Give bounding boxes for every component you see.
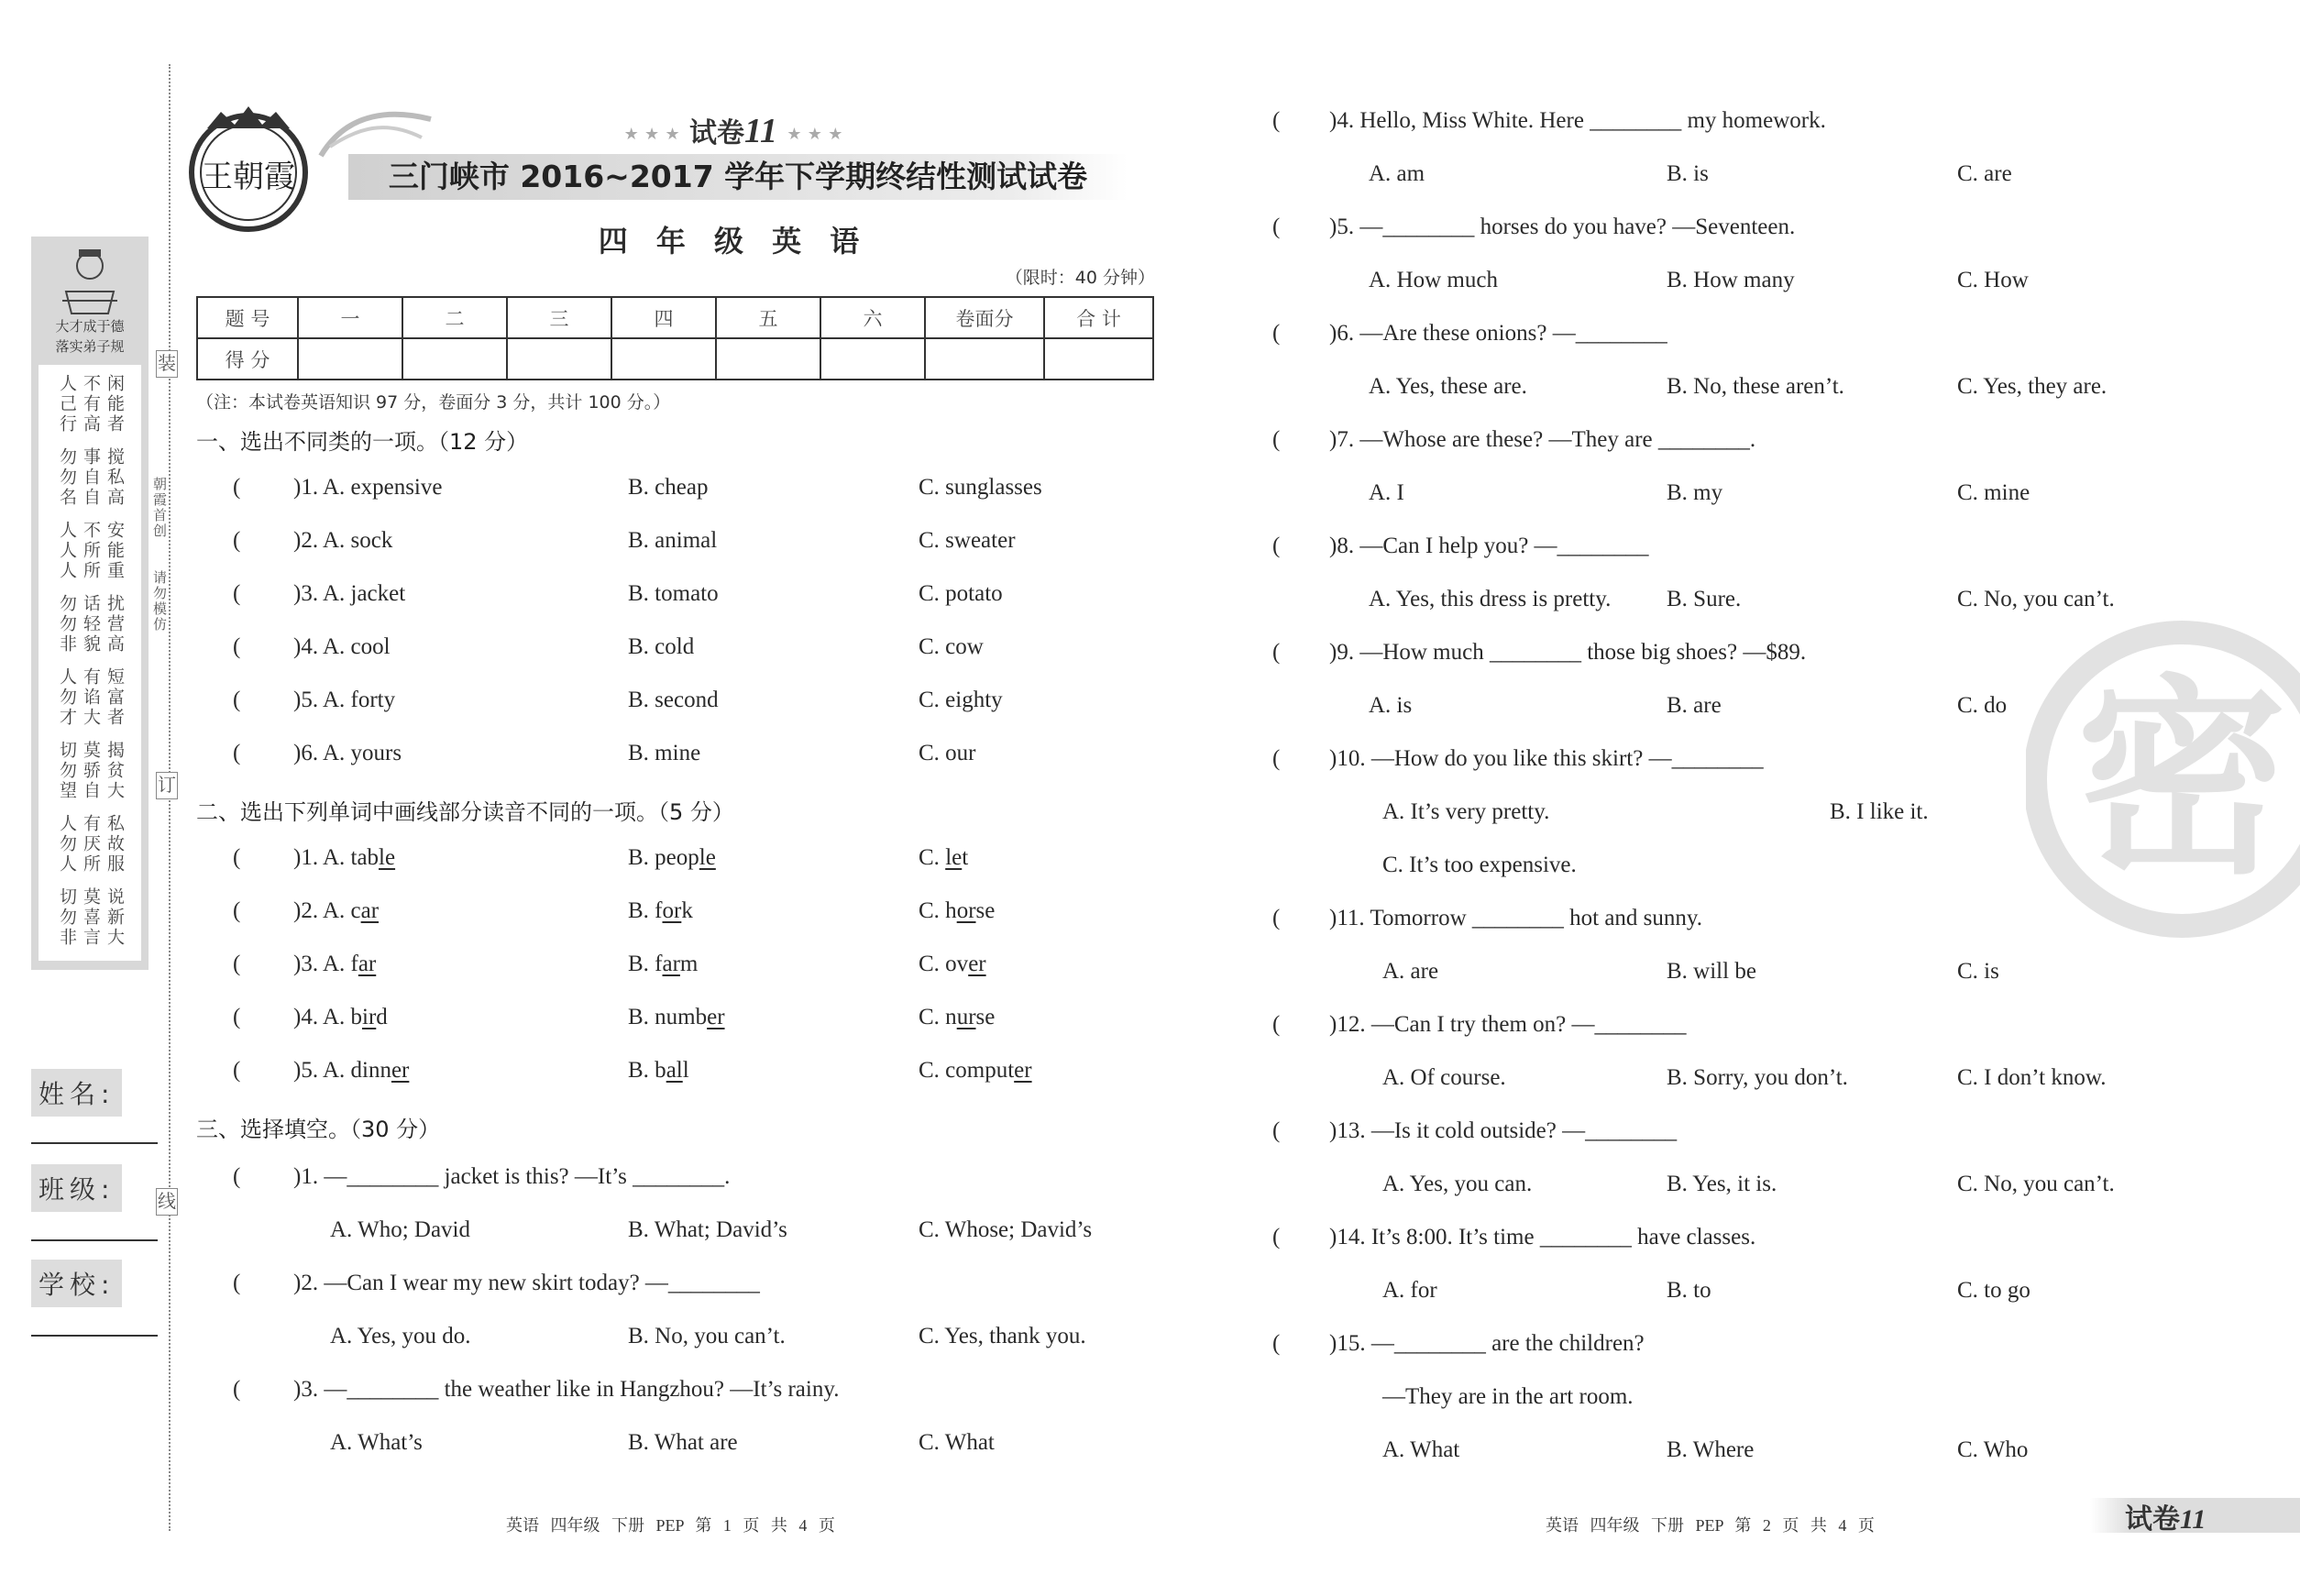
option-b-post: k <box>681 898 693 923</box>
option-b: B. second <box>628 688 719 712</box>
option-c: C. mine <box>1957 480 2030 505</box>
option-b-pre: B. numb <box>628 1005 708 1029</box>
motto-column: 人勿人 <box>57 814 77 875</box>
question-stem: )6. A. yours <box>293 741 402 765</box>
seal-tab-1: 装 <box>156 350 178 378</box>
answer-bracket[interactable]: ( <box>1272 427 1281 452</box>
question-number: )1. A. <box>293 845 351 870</box>
score-cell: 二 <box>402 297 507 338</box>
option-b: B. mine <box>628 741 701 765</box>
score-cell: 得 分 <box>197 338 298 380</box>
option-c: C. sunglasses <box>919 475 1042 500</box>
option-c-pre: C. n <box>919 1005 957 1029</box>
option-b: B. No, these aren’t. <box>1667 374 1844 399</box>
option-b: B. cheap <box>628 475 709 500</box>
score-input[interactable] <box>1044 338 1153 380</box>
answer-bracket[interactable]: ( <box>233 581 241 606</box>
score-input[interactable] <box>611 338 716 380</box>
option-c: C. potato <box>919 581 1003 606</box>
motto-column: 不有高 <box>81 374 101 435</box>
answer-bracket[interactable]: ( <box>1272 321 1281 346</box>
option-b-underlined: ar <box>662 952 680 976</box>
option-b-pre: B. b <box>628 1058 666 1083</box>
option-a: A. I <box>1369 480 1404 505</box>
option-b-pre: B. peop <box>628 845 699 870</box>
question-stem: )12. —Can I try them on? —________ <box>1329 1012 1687 1037</box>
option-b-pre: B. f <box>628 952 663 976</box>
option-c-post: se <box>975 1005 996 1029</box>
answer-bracket[interactable]: ( <box>1272 215 1281 239</box>
option-b-post: l <box>682 1058 689 1083</box>
option-b: B. cold <box>628 634 695 659</box>
copyright-note-b: 请勿模仿 <box>151 570 168 633</box>
option-c: C. No, you can’t. <box>1957 1172 2115 1196</box>
question-stem: )10. —How do you like this skirt? —________ <box>1329 746 1764 771</box>
option-c-pre: C. h <box>919 898 957 923</box>
motto-column: 说新大 <box>105 887 125 948</box>
score-cell: 卷面分 <box>925 297 1044 338</box>
option-a-pre: f <box>350 952 358 976</box>
option-b <box>628 845 716 871</box>
option-b: B. Where <box>1667 1437 1755 1462</box>
question-stem: )13. —Is it cold outside? —________ <box>1329 1118 1678 1143</box>
school-label: 学校: <box>31 1260 122 1307</box>
option-c <box>919 898 995 924</box>
motto-column: 勿勿非 <box>57 594 77 655</box>
option-a-pre: b <box>350 1005 362 1029</box>
option-b: B. animal <box>628 528 718 553</box>
motto-column: 切勿望 <box>57 741 77 801</box>
score-input[interactable] <box>820 338 925 380</box>
answer-bracket[interactable]: ( <box>1272 906 1281 930</box>
score-cell: 五 <box>716 297 820 338</box>
question-stem: )15. —________ are the children? <box>1329 1331 1645 1356</box>
option-a-post: d <box>376 1005 388 1029</box>
option-c-underlined: le <box>945 845 963 870</box>
question-reply: —They are in the art room. <box>1382 1384 1634 1409</box>
question-number: )4. A. <box>293 1005 351 1029</box>
score-input[interactable] <box>925 338 1044 380</box>
motto-column: 扰营高 <box>105 594 125 655</box>
section1-title: 一、选出不同类的一项。（12 分） <box>196 429 529 455</box>
option-c-pre: C. <box>919 845 946 870</box>
option-b-underlined: er <box>707 1005 725 1029</box>
option-b: B. How many <box>1667 268 1795 292</box>
option-b: B. Sure. <box>1667 587 1742 611</box>
seal-tab-3: 线 <box>156 1188 178 1216</box>
option-c-post: se <box>975 898 996 923</box>
option-a: A. How much <box>1369 268 1498 292</box>
score-note: （注：本试卷英语知识 97 分，卷面分 3 分，共计 100 分。） <box>196 392 671 413</box>
score-cell: 四 <box>611 297 716 338</box>
option-a-pre: dinn <box>350 1058 391 1083</box>
answer-bracket[interactable]: ( <box>233 898 241 923</box>
answer-bracket[interactable]: ( <box>233 845 241 870</box>
brand-logo <box>180 99 317 237</box>
option-a-underlined: er <box>391 1058 410 1083</box>
option-a: A. What <box>1382 1437 1460 1462</box>
motto-column: 事自自 <box>81 447 101 508</box>
option-c: C. How <box>1957 268 2029 292</box>
option-c: C. eighty <box>919 688 1003 712</box>
answer-bracket[interactable]: ( <box>1272 1118 1281 1143</box>
option-c: C. cow <box>919 634 984 659</box>
motto-column: 勿勿名 <box>57 447 77 508</box>
option-a: A. are <box>1382 959 1439 984</box>
option-b <box>628 1005 725 1030</box>
answer-bracket[interactable]: ( <box>233 1377 241 1402</box>
question-stem <box>293 1005 388 1030</box>
question-stem: )6. —Are these onions? —________ <box>1329 321 1667 346</box>
question-stem: )2. A. sock <box>293 528 393 553</box>
answer-bracket[interactable]: ( <box>1272 1225 1281 1249</box>
footer-left: 英语 四年级 下册 PEP 第 1 页 共 4 页 <box>506 1516 835 1535</box>
score-cell: 六 <box>820 297 925 338</box>
question-stem <box>293 845 395 871</box>
motto-column: 短富者 <box>105 667 125 728</box>
answer-bracket[interactable]: ( <box>233 1271 241 1295</box>
motto-column: 搅私高 <box>105 447 125 508</box>
option-c-underlined: er <box>1014 1058 1032 1083</box>
motto-column: 安能重 <box>105 521 125 581</box>
school-line[interactable] <box>31 1335 158 1337</box>
copyright-note-a: 朝霞首创 <box>151 477 168 539</box>
answer-bracket[interactable]: ( <box>1272 534 1281 558</box>
seal-tab-2: 订 <box>156 772 178 799</box>
option-a: A. Yes, this dress is pretty. <box>1369 587 1612 611</box>
answer-bracket[interactable]: ( <box>1272 108 1281 133</box>
option-a: A. What’s <box>330 1430 423 1455</box>
question-stem: )5. —________ horses do you have? —Seventeen. <box>1329 215 1796 239</box>
question-number: )3. A. <box>293 952 351 976</box>
motto-column: 莫骄自 <box>81 741 101 801</box>
score-cell: 合 计 <box>1044 297 1153 338</box>
option-b: B. I like it. <box>1830 799 1929 824</box>
option-b: B. Sorry, you don’t. <box>1667 1065 1848 1090</box>
option-b-underlined: le <box>699 845 716 870</box>
option-c: C. our <box>919 741 976 765</box>
option-c: C. Yes, thank you. <box>919 1324 1086 1348</box>
answer-bracket[interactable]: ( <box>1272 746 1281 771</box>
option-c <box>919 845 968 871</box>
exam-title: 三门峡市 2016~2017 学年下学期终结性测试试卷 <box>388 159 1088 194</box>
option-b-post: m <box>679 952 699 976</box>
motto-column: 人勿才 <box>57 667 77 728</box>
score-cell: 题 号 <box>197 297 298 338</box>
motto-column: 有厌所 <box>81 814 101 875</box>
name-line[interactable] <box>31 1142 158 1144</box>
option-a: A. for <box>1382 1278 1437 1303</box>
class-line[interactable] <box>31 1239 158 1241</box>
option-b: B. What are <box>628 1430 738 1455</box>
subject-title: 四 年 级 英 语 <box>598 224 869 259</box>
answer-bracket[interactable]: ( <box>233 475 241 500</box>
answer-bracket[interactable]: ( <box>233 634 241 659</box>
option-c: C. sweater <box>919 528 1016 553</box>
option-a-pre: c <box>350 898 361 923</box>
time-limit: （限时：40 分钟） <box>1005 268 1155 288</box>
class-label: 班级: <box>31 1164 122 1212</box>
option-b-underlined: al <box>666 1058 683 1083</box>
motto-column: 人人人 <box>57 521 77 581</box>
question-stem: )7. —Whose are these? —They are ________. <box>1329 427 1756 452</box>
motto-column: 切勿非 <box>57 887 77 948</box>
option-b: B. What; David’s <box>628 1217 787 1242</box>
option-a: A. am <box>1369 161 1425 186</box>
option-b: B. No, you can’t. <box>628 1324 786 1348</box>
score-input[interactable] <box>402 338 507 380</box>
motto-column: 话轻貌 <box>81 594 101 655</box>
motto-column: 人己行 <box>57 374 77 435</box>
option-c: C. to go <box>1957 1278 2030 1303</box>
score-input[interactable] <box>507 338 611 380</box>
option-c: C. What <box>919 1430 995 1455</box>
question-stem: )3. —________ the weather like in Hangzhou? —It’s rainy. <box>293 1377 840 1402</box>
answer-bracket[interactable]: ( <box>233 952 241 976</box>
question-stem: )3. A. jacket <box>293 581 406 606</box>
option-c-post: t <box>962 845 969 870</box>
option-b-underlined: or <box>662 898 682 923</box>
answer-bracket[interactable]: ( <box>233 688 241 712</box>
option-c: C. I don’t know. <box>1957 1065 2107 1090</box>
score-cell: 三 <box>507 297 611 338</box>
answer-bracket[interactable]: ( <box>233 741 241 765</box>
student-illustration <box>53 246 127 319</box>
option-c-pre: C. comput <box>919 1058 1015 1083</box>
score-table-header-row <box>197 297 1153 338</box>
option-b: B. will be <box>1667 959 1756 984</box>
answer-bracket[interactable]: ( <box>233 1164 241 1189</box>
option-b <box>628 952 698 977</box>
option-a-underlined: ar <box>360 898 380 923</box>
corner-paper-no: 试卷11 <box>2125 1503 2206 1535</box>
score-input[interactable] <box>716 338 820 380</box>
option-c: C. It’s too expensive. <box>1382 853 1577 877</box>
paper-number: ★ ★ ★ 试卷11 ★ ★ ★ <box>623 112 843 150</box>
score-cell: 一 <box>298 297 402 338</box>
motto-column: 私故服 <box>105 814 125 875</box>
option-a: A. Who; David <box>330 1217 470 1242</box>
motto-column: 闲能者 <box>105 374 125 435</box>
option-c-pre: C. ov <box>919 952 969 976</box>
score-table-score-row <box>197 338 1153 380</box>
option-b: B. tomato <box>628 581 719 606</box>
motto-heading: 大才成于德 落实弟子规 <box>55 318 125 355</box>
question-stem: )5. A. forty <box>293 688 396 712</box>
question-stem: )4. A. cool <box>293 634 391 659</box>
option-b: B. my <box>1667 480 1723 505</box>
answer-bracket[interactable]: ( <box>233 1058 241 1083</box>
question-number: )2. A. <box>293 898 351 923</box>
option-b <box>628 898 693 924</box>
motto-column: 莫喜言 <box>81 887 101 948</box>
option-a-underlined: ir <box>362 1005 377 1029</box>
option-a: A. is <box>1369 693 1413 718</box>
option-b: B. is <box>1667 161 1709 186</box>
option-a-underlined: le <box>379 845 396 870</box>
option-c: C. are <box>1957 161 2012 186</box>
option-a: A. Yes, you do. <box>330 1324 471 1348</box>
question-stem: )1. —________ jacket is this? —It’s ________. <box>293 1164 731 1189</box>
option-c: C. do <box>1957 693 2008 718</box>
option-c: C. No, you can’t. <box>1957 587 2115 611</box>
score-table <box>196 296 1154 380</box>
option-a: A. Yes, these are. <box>1369 374 1527 399</box>
option-c-underlined: ur <box>956 1005 976 1029</box>
option-c-underlined: or <box>956 898 976 923</box>
logo-text: 王朝霞 <box>202 159 295 195</box>
answer-bracket[interactable]: ( <box>233 1005 241 1029</box>
question-number: )5. A. <box>293 1058 351 1083</box>
option-a: A. It’s very pretty. <box>1382 799 1550 824</box>
option-b: B. are <box>1667 693 1722 718</box>
option-c <box>919 1058 1032 1084</box>
answer-bracket[interactable]: ( <box>233 528 241 553</box>
option-c <box>919 952 986 977</box>
option-c <box>919 1005 995 1030</box>
question-stem <box>293 1058 409 1084</box>
option-c-underlined: er <box>968 952 986 976</box>
answer-bracket[interactable]: ( <box>1272 1012 1281 1037</box>
question-stem <box>293 952 376 977</box>
question-stem: )14. It’s 8:00. It’s time ________ have classes. <box>1329 1225 1756 1249</box>
option-a: A. Yes, you can. <box>1382 1172 1533 1196</box>
question-stem: )1. A. expensive <box>293 475 443 500</box>
motto-column: 不所所 <box>81 521 101 581</box>
option-c: C. Yes, they are. <box>1957 374 2107 399</box>
question-stem: )11. Tomorrow ________ hot and sunny. <box>1329 906 1703 930</box>
name-label: 姓名: <box>31 1069 122 1117</box>
score-input[interactable] <box>298 338 402 380</box>
option-b: B. Yes, it is. <box>1667 1172 1777 1196</box>
option-c: C. is <box>1957 959 1999 984</box>
option-a-pre: tab <box>350 845 380 870</box>
watermark-char: 密 <box>2075 658 2288 903</box>
question-stem <box>293 898 379 924</box>
option-a-underlined: ar <box>358 952 377 976</box>
confidential-watermark <box>2026 587 2300 972</box>
option-c: C. Whose; David’s <box>919 1217 1093 1242</box>
option-b-pre: B. f <box>628 898 663 923</box>
option-a: A. Of course. <box>1382 1065 1506 1090</box>
question-stem: )2. —Can I wear my new skirt today? —________ <box>293 1271 760 1295</box>
question-stem: )9. —How much ________ those big shoes? —$89. <box>1329 640 1807 665</box>
option-b: B. to <box>1667 1278 1711 1303</box>
section2-title: 二、选出下列单词中画线部分读音不同的一项。（5 分） <box>196 799 734 825</box>
answer-bracket[interactable]: ( <box>1272 1331 1281 1356</box>
option-b <box>628 1058 689 1084</box>
motto-column: 揭贫大 <box>105 741 125 801</box>
question-stem: )4. Hello, Miss White. Here ________ my homework. <box>1329 108 1826 133</box>
footer-right: 英语 四年级 下册 PEP 第 2 页 共 4 页 <box>1546 1516 1875 1535</box>
option-c: C. Who <box>1957 1437 2029 1462</box>
answer-bracket[interactable]: ( <box>1272 640 1281 665</box>
motto-column: 有谄大 <box>81 667 101 728</box>
section3-title: 三、选择填空。（30 分） <box>196 1117 441 1142</box>
question-stem: )8. —Can I help you? —________ <box>1329 534 1649 558</box>
